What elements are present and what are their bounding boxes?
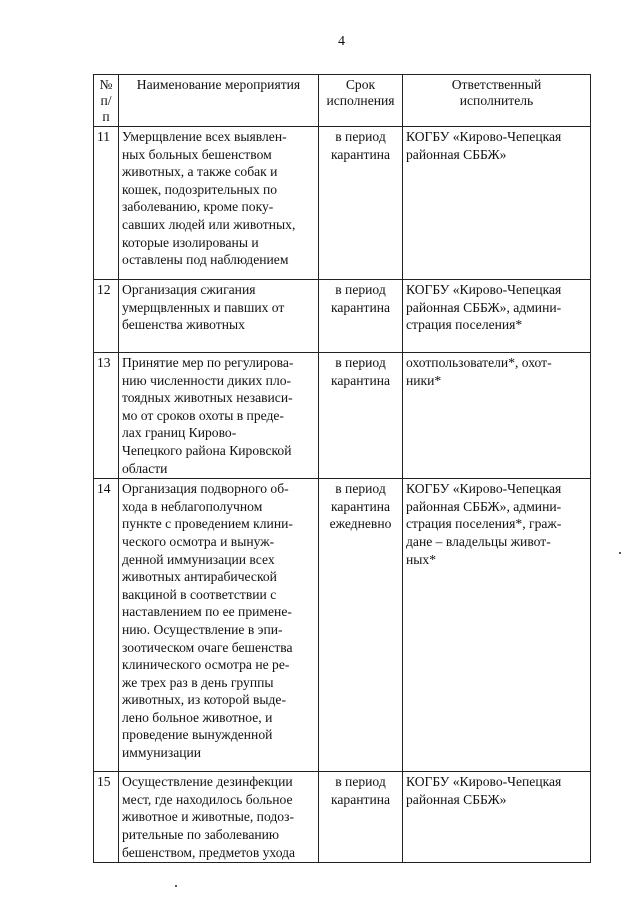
- row-measure-name: Организация подворного об- хода в неблагополучном пункте с проведением клини- ческого осмотра и вынуж- денной иммунизации всех животных антирабической вакциной в соответствии с наставлением по ее примене- нию. Осуществление в эпи- зоотическом очаге бешенства клинического осмотра не ре- же трех раз в день группы животных, из которой выде- лено больное животное, и проведение вынужденной иммунизации: [119, 479, 319, 772]
- row-number: 15: [94, 772, 119, 863]
- row-number: 11: [94, 127, 119, 280]
- scan-speck: [175, 885, 177, 887]
- table-row: [94, 772, 591, 863]
- table-row: [94, 127, 591, 280]
- header-measure-name: Наименование мероприятия: [119, 75, 319, 127]
- row-number: 14: [94, 479, 119, 772]
- row-number: 13: [94, 353, 119, 479]
- row-number: 12: [94, 280, 119, 353]
- row-responsible: КОГБУ «Кирово-Чепецкая районная СББЖ»: [403, 772, 591, 863]
- row-measure-name: Организация сжигания умерщвленных и павших от бешенства животных: [119, 280, 319, 353]
- table-row: [94, 353, 591, 479]
- row-measure-name: Умерщвление всех выявлен- ных больных бешенством животных, а также собак и кошек, подозрительных по заболеванию, кроме поку- савших людей или животных, которые изолированы и оставлены под наблюдением: [119, 127, 319, 280]
- header-number: № п/п: [94, 75, 119, 127]
- row-measure-name: Осуществление дезинфекции мест, где находилось больное животное и животные, подоз- рительные по заболеванию бешенством, предметов ухода: [119, 772, 319, 863]
- row-deadline: в период карантина: [319, 353, 403, 479]
- row-deadline: в период карантина ежедневно: [319, 479, 403, 772]
- row-responsible: охотпользователи*, охот- ники*: [403, 353, 591, 479]
- measures-table: [93, 74, 591, 863]
- row-deadline: в период карантина: [319, 127, 403, 280]
- scan-speck: [619, 552, 621, 554]
- row-responsible: КОГБУ «Кирово-Чепецкая районная СББЖ», админи- страция поселения*: [403, 280, 591, 353]
- row-responsible: КОГБУ «Кирово-Чепецкая районная СББЖ», админи- страция поселения*, граж- дане – владельцы живот- ных*: [403, 479, 591, 772]
- row-deadline: в период карантина: [319, 772, 403, 863]
- header-responsible: Ответственный исполнитель: [403, 75, 591, 127]
- row-measure-name: Принятие мер по регулирова- нию численности диких пло- тоядных животных независи- мо от сроков охоты в преде- лах границ Кирово- Чепецкого района Кировской области: [119, 353, 319, 479]
- table-row: [94, 479, 591, 772]
- page-number: 4: [338, 34, 345, 49]
- row-responsible: КОГБУ «Кирово-Чепецкая районная СББЖ»: [403, 127, 591, 280]
- table-row: [94, 280, 591, 353]
- header-deadline: Срок исполнения: [319, 75, 403, 127]
- row-deadline: в период карантина: [319, 280, 403, 353]
- table-header-row: [94, 75, 591, 127]
